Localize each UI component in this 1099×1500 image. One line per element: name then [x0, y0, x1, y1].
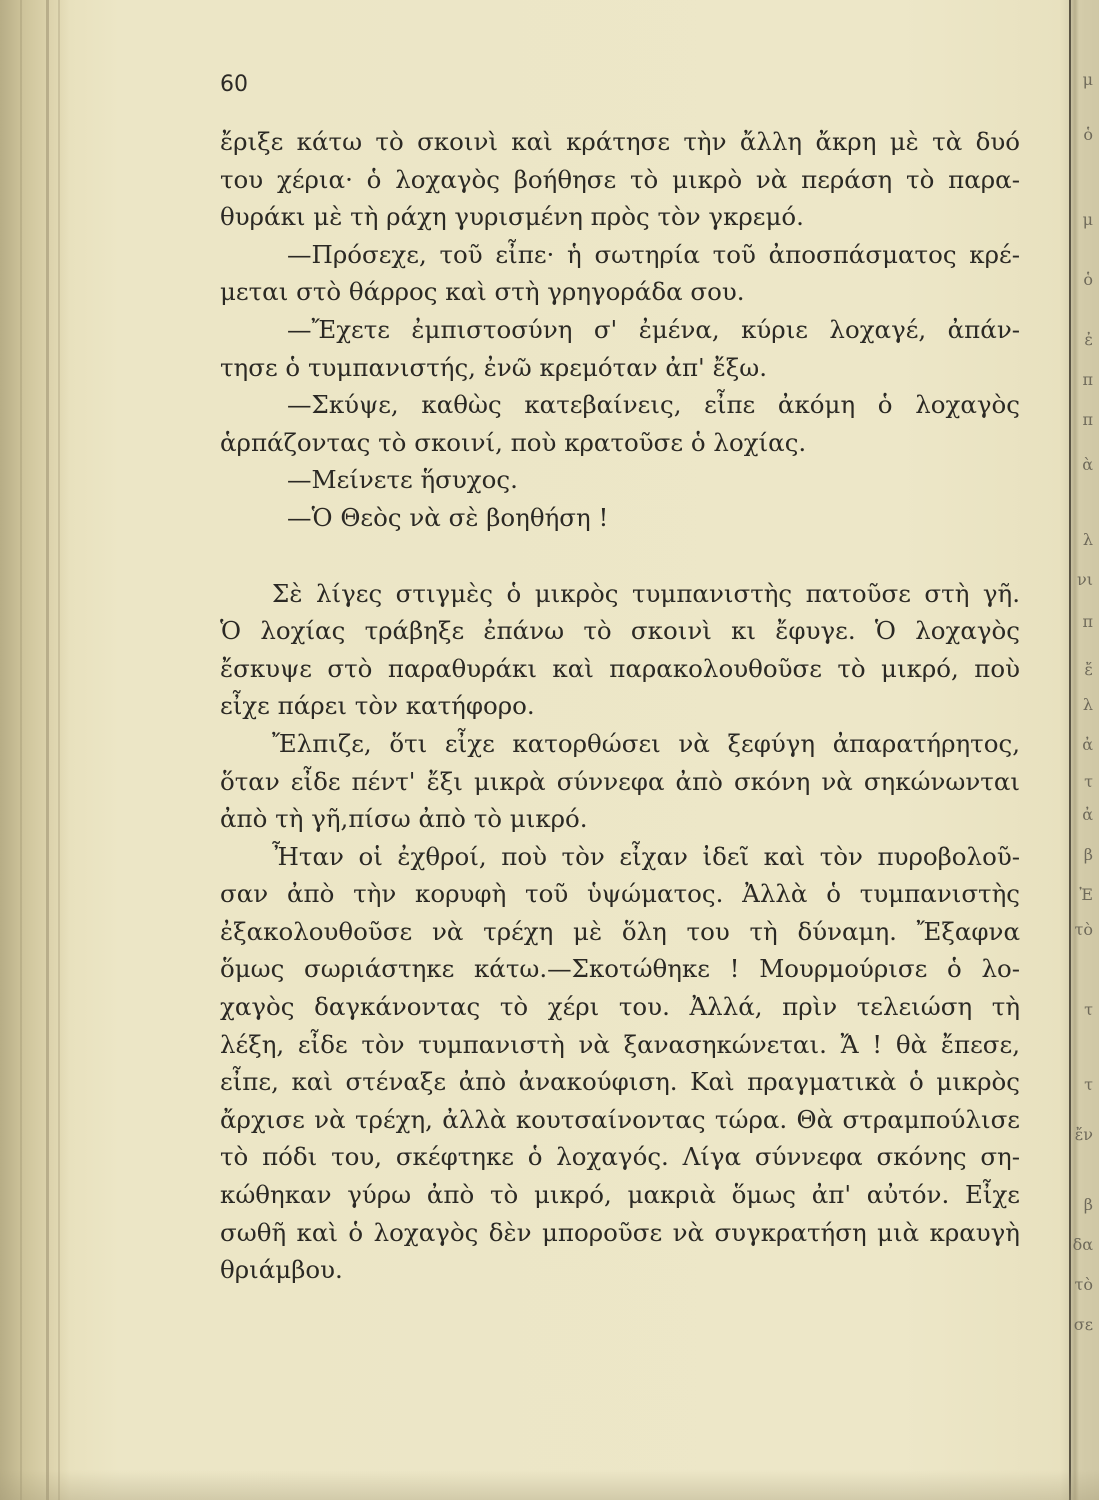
dialogue-line: —Σκύψε, καθὼς κατεβαίνεις, εἶπε ἀκόμη ὁ λοχαγὸς — [287, 390, 1020, 420]
edge-glyph: π — [1082, 612, 1093, 631]
text-line: ἁρπάζοντας τὸ σκοινί, ποὺ κρατοῦσε ὁ λοχίας. — [220, 427, 807, 457]
text-line: ἔριξε κάτω τὸ σκοινὶ καὶ κράτησε τὴν ἄλλη ἄκρη μὲ τὰ δυό — [220, 127, 1020, 156]
edge-glyph: ὁ — [1083, 270, 1093, 289]
text-line: κώθηκαν γύρω ἀπὸ τὸ μικρό, μακριὰ ὅμως ἀπ' αὐτόν. Εἶχε — [220, 1180, 1020, 1210]
edge-glyph: τ — [1084, 772, 1093, 791]
text-line: Ἔλπιζε, ὅτι εἶχε κατορθώσει νὰ ξεφύγη ἀπαρατήρητος, — [272, 728, 1020, 758]
edge-glyph: τ — [1084, 1075, 1093, 1094]
text-line: μεται στὸ θάρρος καὶ στὴ γρηγοράδα σου. — [220, 277, 745, 307]
text-line: θυράκι μὲ τὴ ράχη γυρισμένη πρὸς τὸν γκρεμό. — [220, 202, 804, 232]
edge-glyph: τὸ — [1074, 1275, 1093, 1294]
text-line: τησε ὁ τυμπανιστής, ἐνῶ κρεμόταν ἀπ' ἔξω. — [220, 352, 767, 382]
edge-glyph: δα — [1072, 1235, 1093, 1254]
edge-glyph: λ — [1082, 695, 1093, 714]
edge-glyph: μ — [1082, 70, 1093, 89]
edge-glyph: λ — [1082, 530, 1093, 549]
edge-glyph: ἀ — [1082, 735, 1093, 754]
edge-glyph: π — [1082, 370, 1093, 389]
edge-glyph: τ — [1084, 1000, 1093, 1019]
text-line: λέξη, εἶδε τὸν τυμπανιστὴ νὰ ξανασηκώνεται. Ἄ ! θὰ ἔπεσε, — [220, 1029, 1020, 1059]
body-text — [220, 123, 1020, 1289]
page-bottom-shade — [0, 1470, 1099, 1500]
text-line: σαν ἀπὸ τὴν κορυφὴ τοῦ ὑψώματος. Ἀλλὰ ὁ τυμπανιστὴς — [220, 879, 1020, 909]
text-line: ἐξακολουθοῦσε νὰ τρέχη μὲ ὅλη του τὴ δύναμη. Ἔξαφνα — [220, 916, 1020, 946]
edge-glyph: τὸ — [1074, 920, 1093, 939]
paragraph-gap — [220, 537, 1020, 575]
edge-glyph: σε — [1073, 1315, 1093, 1334]
text-line: θριάμβου. — [220, 1255, 343, 1285]
text-line: σωθῆ καὶ ὁ λοχαγὸς δὲν μποροῦσε νὰ συγκρατήση μιὰ κραυγὴ — [220, 1217, 1020, 1247]
edge-glyph: ἀ — [1082, 805, 1093, 824]
next-page-edge — [1069, 0, 1099, 1500]
text-line: εἶπε, καὶ στέναξε ἀπὸ ἀνακούφιση. Καὶ πραγματικὰ ὁ μικρὸς — [220, 1067, 1020, 1097]
edge-glyph: ἔν — [1074, 1125, 1093, 1144]
edge-glyph: ἔ — [1084, 660, 1093, 679]
text-line: ὅμως σωριάστηκε κάτω.—Σκοτώθηκε ! Μουρμούρισε ὁ λο- — [220, 954, 1020, 984]
edge-glyph: β — [1083, 845, 1093, 864]
text-line: Σὲ λίγες στιγμὲς ὁ μικρὸς τυμπανιστὴς πατοῦσε στὴ γῆ. — [272, 578, 1020, 608]
text-line: Ὁ λοχίας τράβηξε ἐπάνω τὸ σκοινὶ κι ἔφυγε. Ὁ λοχαγὸς — [220, 616, 1020, 646]
gutter-crease — [58, 0, 60, 1500]
dialogue-line: —Ἔχετε ἐμπιστοσύνη σ' ἐμένα, κύριε λοχαγέ, ἀπάν- — [287, 314, 1020, 344]
edge-glyph: μ — [1082, 210, 1093, 229]
edge-glyph: ἐ — [1084, 330, 1093, 349]
dialogue-line: —Μείνετε ἥσυχος. — [287, 465, 518, 495]
text-line: τὸ πόδι του, σκέφτηκε ὁ λοχαγός. Λίγα σύννεφα σκόνης ση- — [220, 1142, 1020, 1172]
text-line: ὅταν εἶδε πέντ' ἔξι μικρὰ σύννεφα ἀπὸ σκόνη νὰ σηκώνωνται — [220, 766, 1020, 796]
text-line: χαγὸς δαγκάνοντας τὸ χέρι του. Ἀλλά, πρὶν τελειώση τὴ — [220, 992, 1020, 1022]
text-line: εἶχε πάρει τὸν κατήφορο. — [220, 691, 535, 721]
edge-glyph: ὁ — [1083, 125, 1093, 144]
text-line: ἀπὸ τὴ γῆ,πίσω ἀπὸ τὸ μικρό. — [220, 804, 588, 834]
dialogue-line: —Πρόσεχε, τοῦ εἶπε· ἡ σωτηρία τοῦ ἀποσπάσματος κρέ- — [287, 239, 1020, 269]
dialogue-line: —Ὁ Θεὸς νὰ σὲ βοηθήση ! — [287, 502, 609, 532]
gutter-crease — [46, 0, 49, 1500]
edge-glyph: ὰ — [1082, 455, 1093, 474]
text-line: ἔσκυψε στὸ παραθυράκι καὶ παρακολουθοῦσε τὸ μικρό, ποὺ — [220, 653, 1020, 683]
edge-glyph: π — [1082, 410, 1093, 429]
gutter-crease — [20, 0, 22, 1500]
edge-glyph: Ἐ — [1079, 885, 1093, 904]
text-line: ἄρχισε νὰ τρέχη, ἀλλὰ κουτσαίνοντας τώρα. Θὰ στραμπούλισε — [220, 1104, 1020, 1134]
edge-glyph: β — [1083, 1195, 1093, 1214]
text-line: του χέρια· ὁ λοχαγὸς βοήθησε τὸ μικρὸ νὰ περάση τὸ παρα- — [220, 164, 1020, 194]
text-line: Ἦταν οἱ ἐχθροί, ποὺ τὸν εἶχαν ἰδεῖ καὶ τὸν πυροβολοῦ- — [272, 841, 1020, 871]
edge-glyph: νι — [1077, 570, 1093, 589]
page-number: 60 — [220, 72, 248, 97]
